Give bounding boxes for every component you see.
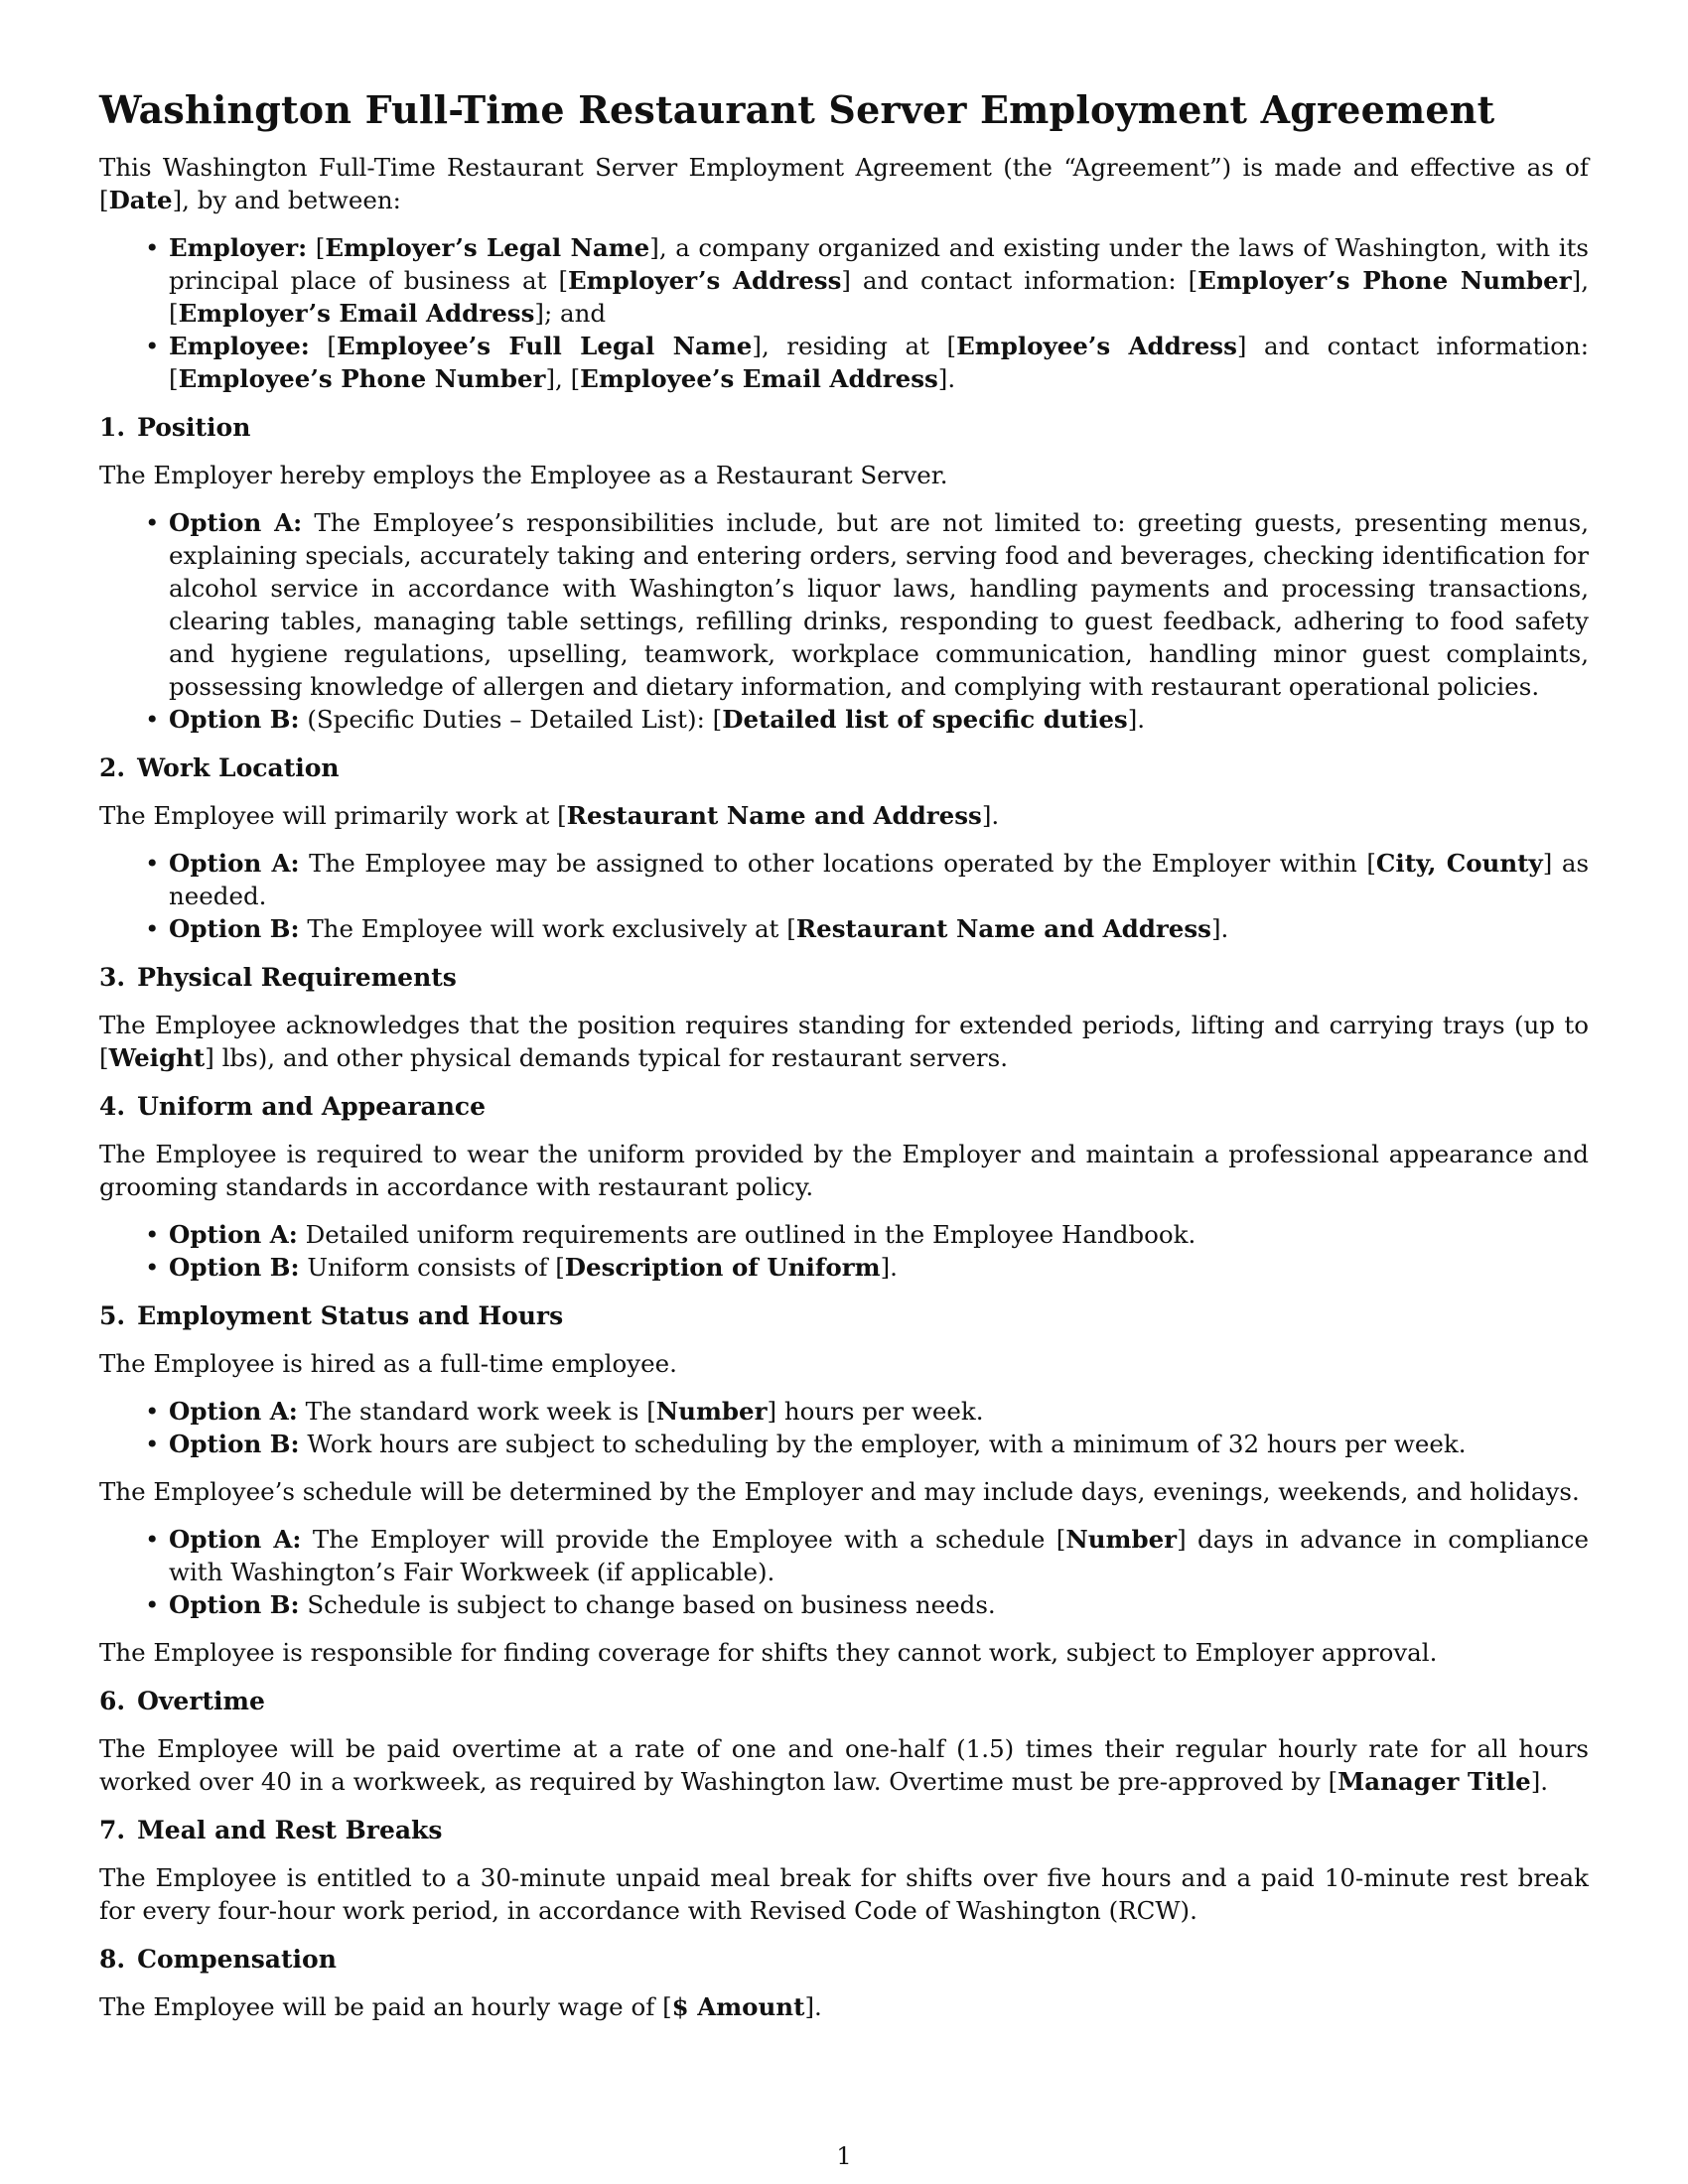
employer-name-field: Employer’s Legal Name xyxy=(325,233,650,262)
restaurant-field: Restaurant Name and Address xyxy=(795,914,1211,943)
section-heading-employment-status: 5. Employment Status and Hours xyxy=(99,1301,564,1330)
uniform-field: Description of Uniform xyxy=(564,1253,881,1282)
page-number: 1 xyxy=(836,2142,852,2170)
options-list xyxy=(99,847,1589,945)
weight-field: Weight xyxy=(108,1043,206,1072)
list-item-employee: • Employee: [Employee’s Full Legal Name], residing at [Employee’s Address] and contact information: [Employee’s Phone Number], [Employee’s Email Address]. xyxy=(169,330,1589,395)
employee-address-field: Employee’s Address xyxy=(956,332,1237,360)
parties-list xyxy=(99,231,1589,395)
section-heading-position: 1. Position xyxy=(99,413,251,442)
section-paragraph: The Employee will be paid overtime at a rate of one and one-half (1.5) times their regular hourly rate for all hours worked over 40 in a workweek, as required by Washington law. Overtime must be pre-approved by [Manager Title]. xyxy=(99,1734,1589,1796)
amount-field: $ Amount xyxy=(671,1992,805,2021)
list-item: • Option B: (Specific Duties – Detailed List): [Detailed list of specific duties]. xyxy=(169,703,1589,736)
section-heading-compensation: 8. Compensation xyxy=(99,1945,337,1974)
manager-title-field: Manager Title xyxy=(1337,1767,1531,1796)
list-item: • Option B: Schedule is subject to change based on business needs. xyxy=(169,1588,1589,1621)
employee-phone-field: Employee’s Phone Number xyxy=(178,364,546,393)
options-list xyxy=(99,1395,1589,1460)
list-item: • Option A: The standard work week is [Number] hours per week. xyxy=(169,1395,1589,1428)
section-heading-work-location: 2. Work Location xyxy=(99,753,340,782)
section-paragraph: The Employee acknowledges that the position requires standing for extended periods, lifting and carrying trays (up to [Weight] lbs), and other physical demands typical for restaurant servers. xyxy=(99,1011,1589,1072)
restaurant-field: Restaurant Name and Address xyxy=(566,801,982,830)
list-item: • Option B: Work hours are subject to scheduling by the employer, with a minimum of 32 hours per week. xyxy=(169,1428,1589,1460)
section-paragraph: The Employee will primarily work at [Restaurant Name and Address]. xyxy=(99,801,1000,830)
section-paragraph: The Employee will be paid an hourly wage of [$ Amount]. xyxy=(99,1992,822,2021)
list-item: • Option B: The Employee will work exclusively at [Restaurant Name and Address]. xyxy=(169,912,1589,945)
employer-phone-field: Employer’s Phone Number xyxy=(1197,266,1572,295)
options-list xyxy=(99,1218,1589,1284)
section-heading-breaks: 7. Meal and Rest Breaks xyxy=(99,1816,443,1844)
employee-email-field: Employee’s Email Address xyxy=(580,364,938,393)
list-item: • Option A: Detailed uniform requirements are outlined in the Employee Handbook. xyxy=(169,1218,1589,1251)
section-paragraph: The Employer hereby employs the Employee as a Restaurant Server. xyxy=(99,461,948,489)
list-item: • Option A: The Employee may be assigned to other locations operated by the Employer within [City, County] as needed. xyxy=(169,847,1589,912)
list-item: • Option A: The Employer will provide the Employee with a schedule [Number] days in advance in compliance with Washington’s Fair Workweek (if applicable). xyxy=(169,1523,1589,1588)
document-page xyxy=(99,87,1589,2038)
section-heading-physical-requirements: 3. Physical Requirements xyxy=(99,963,457,992)
days-number-field: Number xyxy=(1065,1525,1178,1554)
section-paragraph: The Employee is required to wear the uniform provided by the Employer and maintain a professional appearance and grooming standards in accordance with restaurant policy. xyxy=(99,1140,1589,1201)
intro-paragraph: This Washington Full-Time Restaurant Server Employment Agreement (the “Agreement”) is made and effective as of [Date], by and between: xyxy=(99,153,1589,214)
hours-number-field: Number xyxy=(655,1397,768,1426)
employer-address-field: Employer’s Address xyxy=(568,266,842,295)
section-paragraph: The Employee is entitled to a 30-minute unpaid meal break for shifts over five hours and a paid 10-minute rest break for every four-hour work period, in accordance with Revised Code of Washington (RCW). xyxy=(99,1863,1589,1925)
section-paragraph: The Employee is hired as a full-time employee. xyxy=(99,1349,677,1378)
date-field: Date xyxy=(108,186,173,214)
list-item-employer: • Employer: [Employer’s Legal Name], a company organized and existing under the laws of Washington, with its principal place of business at [Employer’s Address] and contact information: [Employer’s Phone Number], [Employer’s Email Address]; and xyxy=(169,231,1589,330)
section-heading-overtime: 6. Overtime xyxy=(99,1687,265,1715)
city-county-field: City, County xyxy=(1375,849,1543,878)
employee-name-field: Employee’s Full Legal Name xyxy=(336,332,753,360)
options-list xyxy=(99,1523,1589,1621)
list-item: • Option B: Uniform consists of [Description of Uniform]. xyxy=(169,1251,1589,1284)
section-heading-uniform: 4. Uniform and Appearance xyxy=(99,1092,487,1121)
duties-field: Detailed list of specific duties xyxy=(722,705,1128,734)
options-list xyxy=(99,506,1589,736)
section-paragraph: The Employee is responsible for finding coverage for shifts they cannot work, subject to Employer approval. xyxy=(99,1638,1438,1667)
section-paragraph: The Employee’s schedule will be determined by the Employer and may include days, evenings, weekends, and holidays. xyxy=(99,1477,1580,1506)
list-item: • Option A: The Employee’s responsibilities include, but are not limited to: greeting guests, presenting menus, explaining specials, accurately taking and entering orders, serving food and beverages, checking identification for alcohol service in accordance with Washington’s liquor laws, handling payments and processing transactions, clearing tables, managing table settings, refilling drinks, responding to guest feedback, adhering to food safety and hygiene regulations, upselling, teamwork, workplace communication, handling minor guest complaints, possessing knowledge of allergen and dietary information, and complying with restaurant operational policies. xyxy=(169,506,1589,703)
employer-email-field: Employer’s Email Address xyxy=(178,299,535,328)
document-title: Washington Full-Time Restaurant Server Employment Agreement xyxy=(99,87,1495,132)
